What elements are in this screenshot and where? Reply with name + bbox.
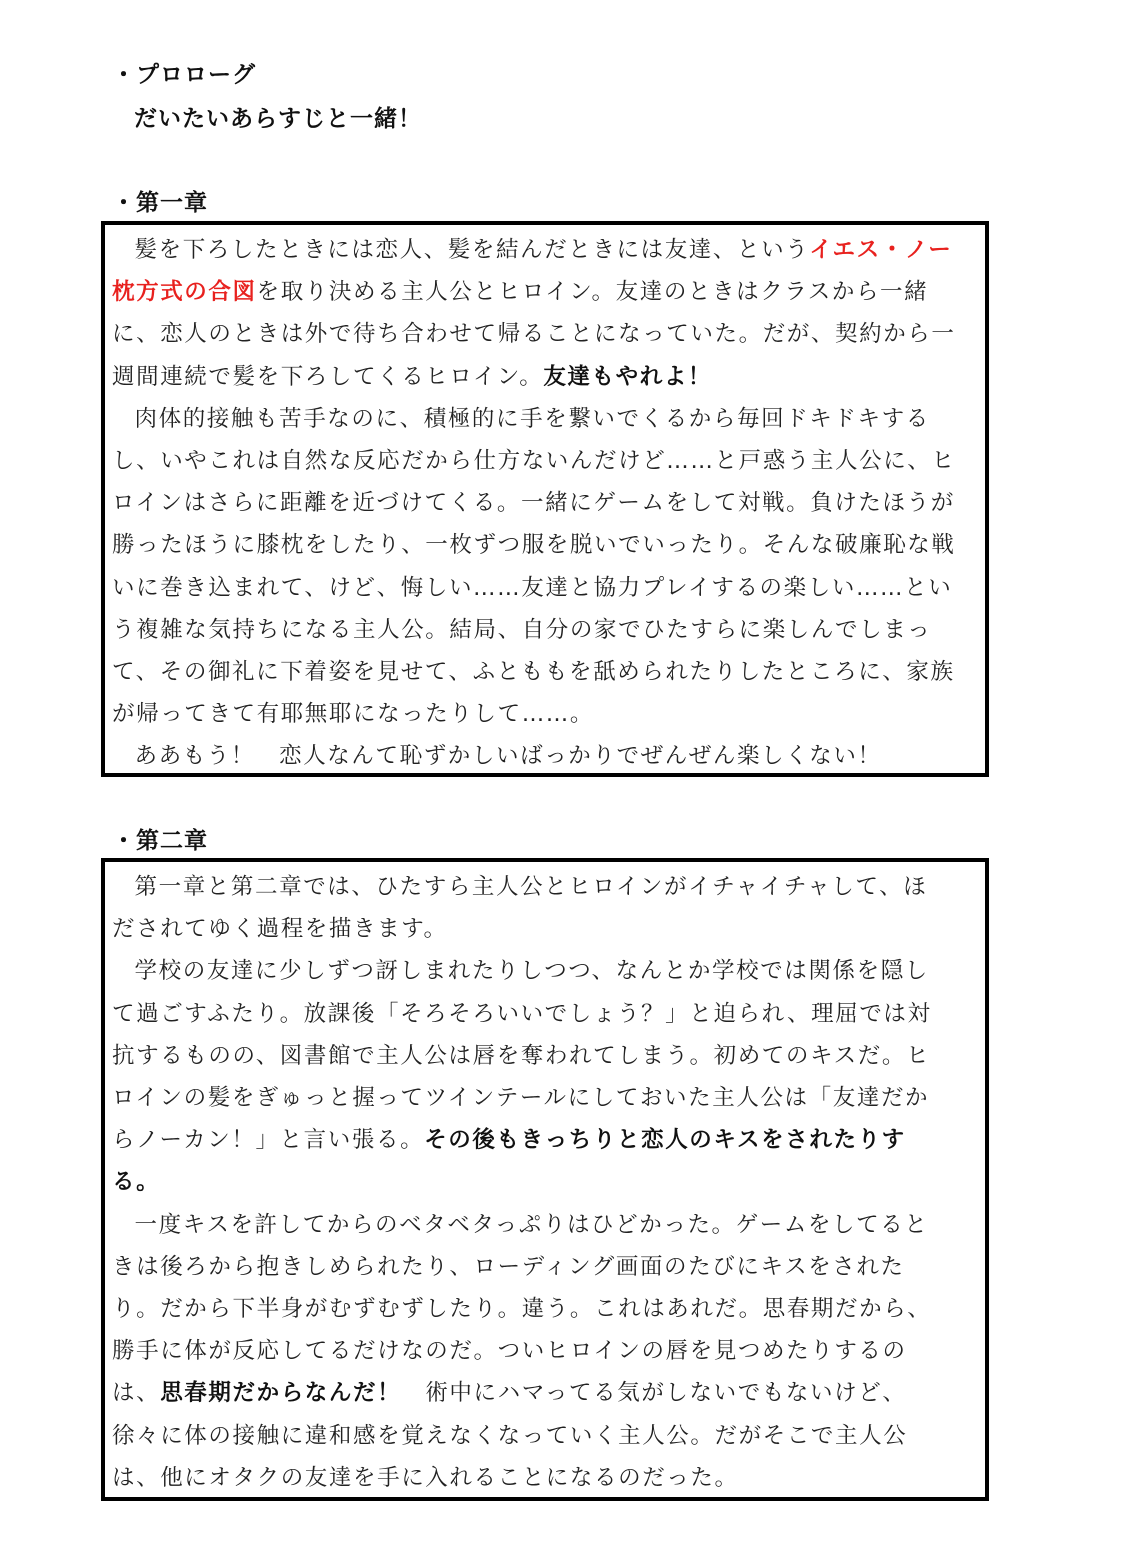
chapter2-box — [101, 858, 989, 1501]
prologue-summary: だいたいあらすじと一緒！ — [134, 106, 422, 132]
chapter1-paragraph-1 — [112, 229, 969, 398]
chapter2-paragraph-3 — [112, 1204, 945, 1499]
chapter2-text: 一度キスを許してからのベタベタっぷりはひどかった。ゲームをしてるときは後ろから抱きしめられたり、ローディング画面のたびにキスをされたり。だから下半身がむずむずしたり。違う。これはあれだ。思春期だから、勝手に体が反応してるだけなのだ。ついヒロインの唇を見つめたりするのは、 — [112, 1211, 932, 1407]
chapter2-paragraph-2 — [112, 950, 945, 1203]
prologue-heading: ・プロローグ — [112, 62, 256, 88]
chapter1-bold-highlight: 友達もやれよ！ — [543, 363, 713, 390]
chapter1-text: 髪を下ろしたときには恋人、髪を結んだときには友達、という — [134, 237, 810, 263]
chapter2-text: 学校の友達に少しずつ訝しまれたりしつつ、なんとか学校では関係を隠して過ごすふたり。放課後「そろそろいいでしょう？」と迫られ、理屈では対抗するものの、図書館で主人公は唇を奪われてしまう。初めてのキスだ。ヒロインの髪をぎゅっと握ってツインテールにしておいた主人公は「友達だからノーカン！」と言い張る。 — [112, 958, 932, 1154]
chapter1-text: を取り決める主人公とヒロイン。友達のときはクラスから一緒に、恋人のときは外で待ち合わせて帰ることになっていた。だが、契約から一週間連続で髪を下ろしてくるヒロイン。 — [112, 279, 956, 390]
chapter2-text: 術中にハマってる気がしないでもないけど、徐々に体の接触に違和感を覚えなくなっていく主人公。だがそこで主人公は、他にオタクの友達を手に入れることになるのだった。 — [112, 1380, 908, 1491]
chapter2-bold-highlight: 思春期だからなんだ！ — [160, 1380, 402, 1407]
chapter1-paragraph-2: 肉体的接触も苦手なのに、積極的に手を繋いでくるから毎回ドキドキするし、いやこれは自然な反応だから仕方ないんだけど……と戸惑う主人公に、ヒロインはさらに距離を近づけてくる。一緒にゲームをして対戦。負けたほうが勝ったほうに膝枕をしたり、一枚ずつ服を脱いでいったり。そんな破廉恥な戦いに巻き込まれて、けど、悔しい……友達と協力プレイするの楽しい……という複雑な気持ちになる主人公。結局、自分の家でひたすらに楽しんでしまって、その御礼に下着姿を見せて、ふとももを舐められたりしたところに、家族が帰ってきて有耶無耶になったりして……。 — [112, 405, 956, 728]
chapter2-heading: ・第二章 — [112, 828, 208, 854]
chapter1-box — [101, 221, 989, 777]
chapter1-paragraph-3: ああもう！ 恋人なんて恥ずかしいばっかりでぜんぜん楽しくない！ — [134, 743, 882, 770]
chapter1-red-highlight: イエス・ノー枕方式の合図 — [112, 237, 953, 306]
chapter2-bold-highlight: その後もきっちりと恋人のキスをされたりする。 — [112, 1127, 906, 1196]
chapter2-paragraph-1: 第一章と第二章では、ひたすら主人公とヒロインがイチャイチャして、ほだされてゆく過程を描きます。 — [112, 874, 928, 943]
chapter1-heading: ・第一章 — [112, 190, 208, 216]
